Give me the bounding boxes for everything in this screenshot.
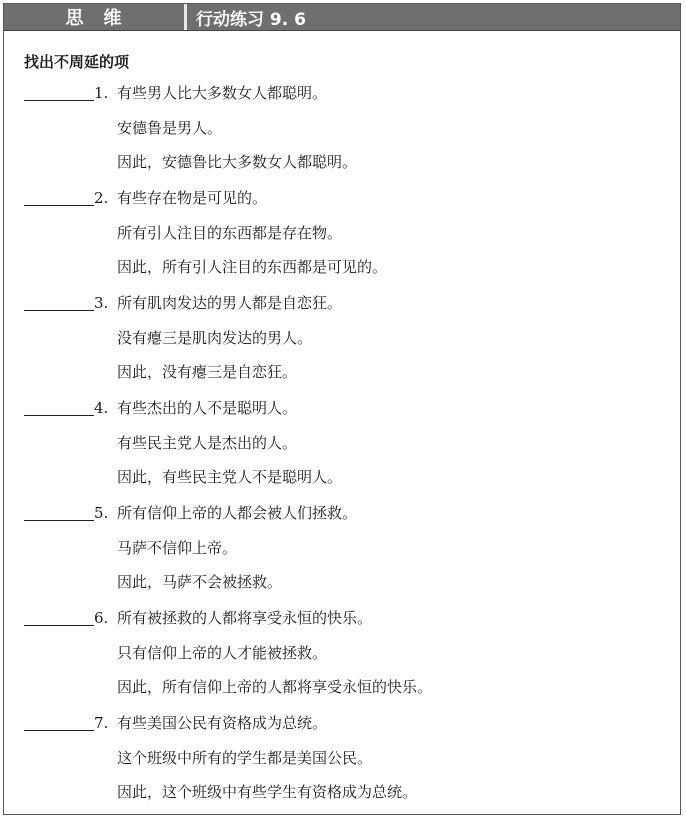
item-number: 5.: [94, 504, 109, 522]
premise-2: 安德鲁是男人。: [117, 119, 223, 137]
answer-blank[interactable]: [24, 730, 94, 731]
conclusion: 因此，安德鲁比大多数女人都聪明。: [117, 153, 358, 171]
item-number: 1.: [94, 84, 109, 102]
section-title: 思 维: [65, 8, 123, 29]
answer-blank[interactable]: [24, 205, 94, 206]
conclusion: 因此，所有信仰上帝的人都将享受永恒的快乐。: [117, 678, 433, 696]
item-number: 6.: [94, 609, 109, 627]
header-bar: [4, 4, 680, 31]
answer-blank[interactable]: [24, 310, 94, 311]
header-divider: [184, 4, 187, 30]
item-number: 4.: [94, 399, 109, 417]
exercise-title: 行动练习 9. 6: [196, 9, 306, 30]
premise-1: 有些美国公民有资格成为总统。: [117, 714, 328, 732]
premise-2: 马萨不信仰上帝。: [117, 539, 238, 557]
instruction: 找出不周延的项: [24, 53, 130, 71]
premise-2: 只有信仰上帝的人才能被拯救。: [117, 644, 328, 662]
answer-blank[interactable]: [24, 415, 94, 416]
conclusion: 因此，有些民主党人不是聪明人。: [117, 468, 343, 486]
premise-1: 所有被拯救的人都将享受永恒的快乐。: [117, 609, 373, 627]
premise-2: 这个班级中所有的学生都是美国公民。: [117, 749, 373, 767]
premise-1: 有些存在物是可见的。: [117, 189, 268, 207]
answer-blank[interactable]: [24, 100, 94, 101]
exercise-box: [3, 3, 681, 815]
premise-2: 没有瘪三是肌肉发达的男人。: [117, 329, 313, 347]
premise-2: 所有引人注目的东西都是存在物。: [117, 224, 343, 242]
conclusion: 因此，马萨不会被拯救。: [117, 573, 283, 591]
premise-1: 所有信仰上帝的人都会被人们拯救。: [117, 504, 358, 522]
item-number: 3.: [94, 294, 109, 312]
premise-1: 有些男人比大多数女人都聪明。: [117, 84, 328, 102]
answer-blank[interactable]: [24, 520, 94, 521]
premise-1: 所有肌肉发达的男人都是自恋狂。: [117, 294, 343, 312]
item-number: 7.: [94, 714, 109, 732]
item-number: 2.: [94, 189, 109, 207]
premise-1: 有些杰出的人不是聪明人。: [117, 399, 298, 417]
conclusion: 因此，这个班级中有些学生有资格成为总统。: [117, 783, 418, 801]
premise-2: 有些民主党人是杰出的人。: [117, 434, 298, 452]
answer-blank[interactable]: [24, 625, 94, 626]
conclusion: 因此，所有引人注目的东西都是可见的。: [117, 258, 388, 276]
conclusion: 因此，没有瘪三是自恋狂。: [117, 363, 298, 381]
